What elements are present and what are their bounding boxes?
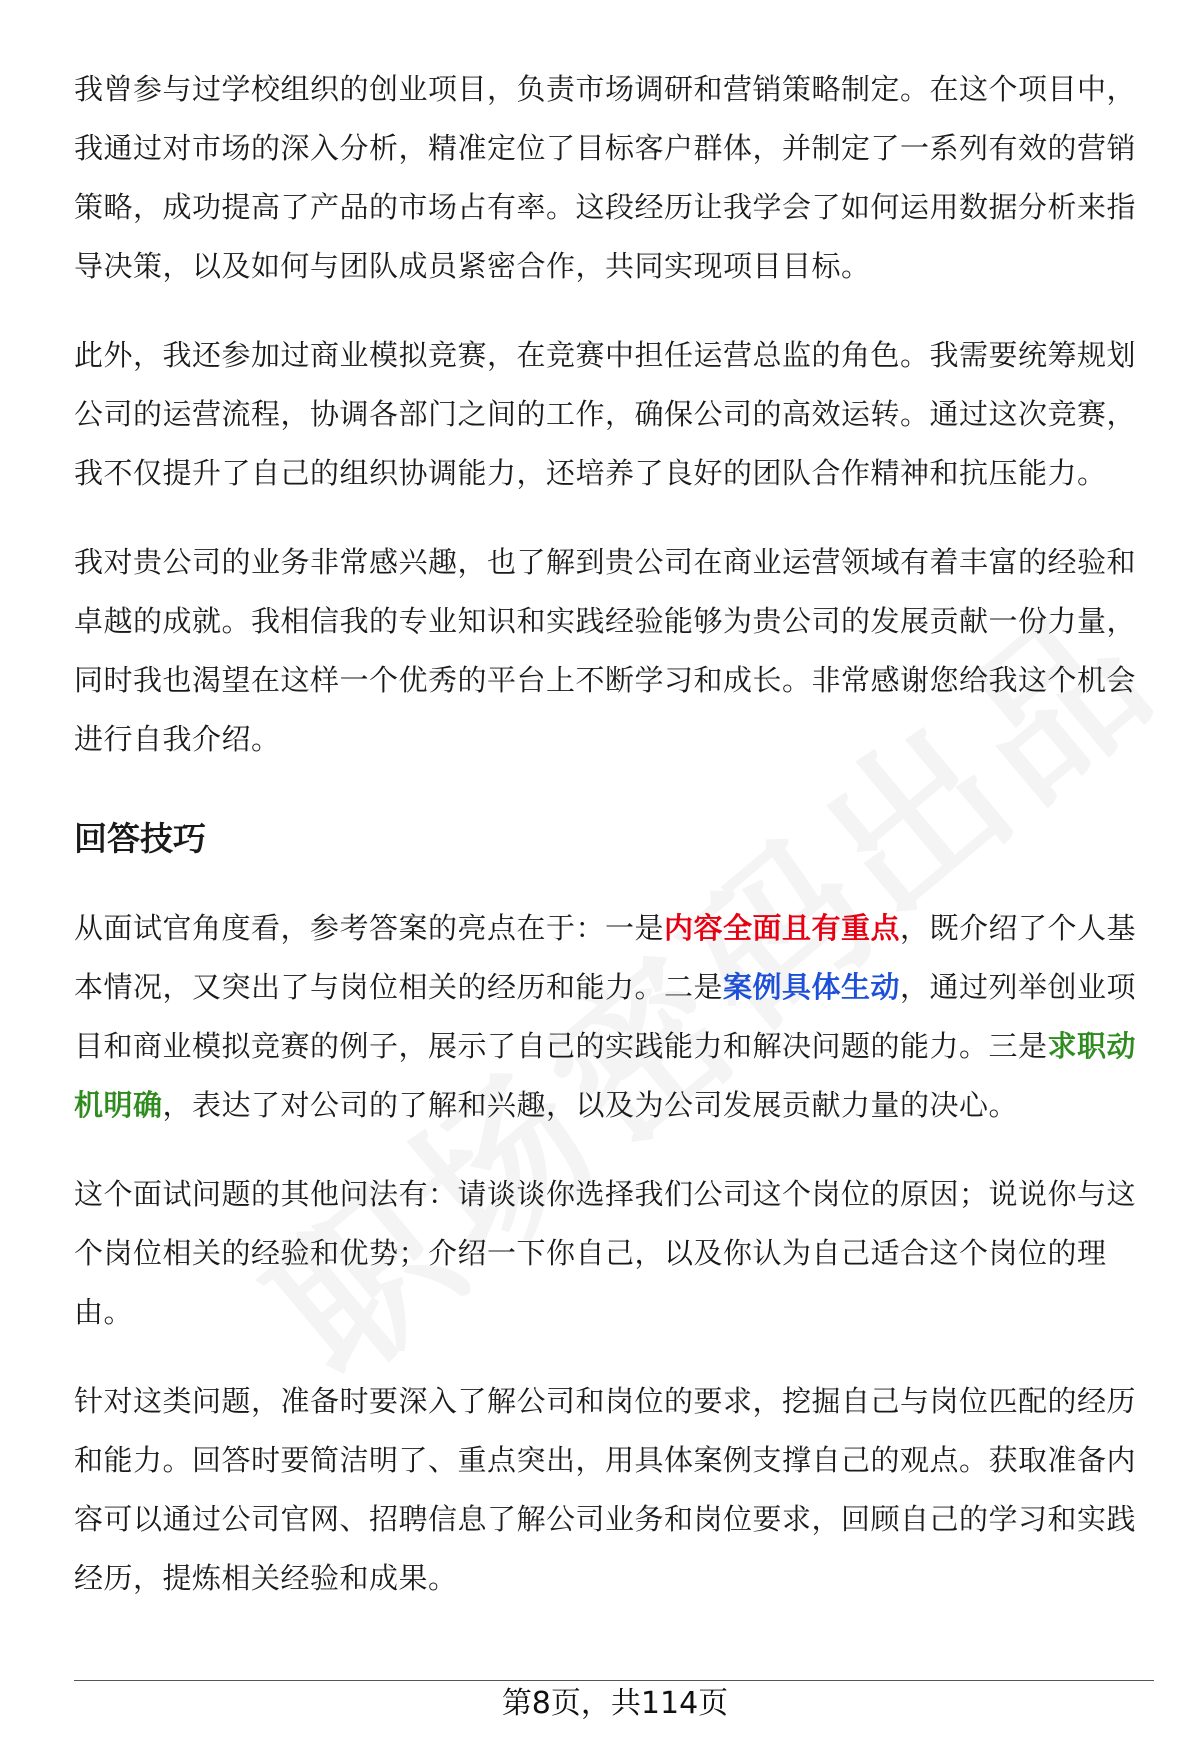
footer-divider (74, 1680, 1154, 1681)
paragraph-interviewer-view (74, 899, 1150, 1135)
highlight-concrete-cases: 案例具体生动 (723, 970, 901, 1004)
tips-text-3: ，通过列举创业项目和商业模拟竞赛的例子，展示了自己的实践能力和解决问题的能力。三是 (74, 970, 1137, 1063)
paragraph-business-simulation: 此外，我还参加过商业模拟竞赛，在竞赛中担任运营总监的角色。我需要统筹规划公司的运营流程，协调各部门之间的工作，确保公司的高效运转。通过这次竞赛，我不仅提升了自己的组织协调能力，还培养了良好的团队合作精神和抗压能力。 (74, 338, 1137, 490)
tips-text-4: ，表达了对公司的了解和兴趣，以及为公司发展贡献力量的决心。 (162, 1088, 1019, 1122)
paragraph-startup-project: 我曾参与过学校组织的创业项目，负责市场调研和营销策略制定。在这个项目中，我通过对市场的深入分析，精准定位了目标客户群体，并制定了一系列有效的营销策略，成功提高了产品的市场占有率。这段经历让我学会了如何运用数据分析来指导决策，以及如何与团队成员紧密合作，共同实现项目目标。 (74, 72, 1137, 283)
tips-text-2: ，既介绍了个人基本情况，又突出了与岗位相关的经历和能力。二是 (74, 911, 1137, 1004)
highlight-clear-motivation: 求职动机明确 (74, 1029, 1137, 1122)
paragraph-alternate-questions: 这个面试问题的其他问法有：请谈谈你选择我们公司这个岗位的原因；说说你与这个岗位相关的经验和优势；介绍一下你自己，以及你认为自己适合这个岗位的理由。 (74, 1177, 1137, 1329)
page-number: 第8页，共114页 (501, 1686, 729, 1721)
document-body (74, 60, 1150, 1638)
highlight-comprehensive: 内容全面且有重点 (664, 911, 901, 945)
paragraph-preparation-advice: 针对这类问题，准备时要深入了解公司和岗位的要求，挖掘自己与岗位匹配的经历和能力。回答时要简洁明了、重点突出，用具体案例支撑自己的观点。获取准备内容可以通过公司官网、招聘信息了解公司业务和岗位要求，回顾自己的学习和实践经历，提炼相关经验和成果。 (74, 1384, 1137, 1595)
section-heading-answer-tips: 回答技巧 (74, 819, 206, 858)
paragraph-company-interest: 我对贵公司的业务非常感兴趣，也了解到贵公司在商业运营领域有着丰富的经验和卓越的成就。我相信我的专业知识和实践经验能够为贵公司的发展贡献一份力量，同时我也渴望在这样一个优秀的平台上不断学习和成长。非常感谢您给我这个机会进行自我介绍。 (74, 545, 1137, 756)
tips-text-1: 从面试官角度看，参考答案的亮点在于：一是 (74, 911, 665, 945)
